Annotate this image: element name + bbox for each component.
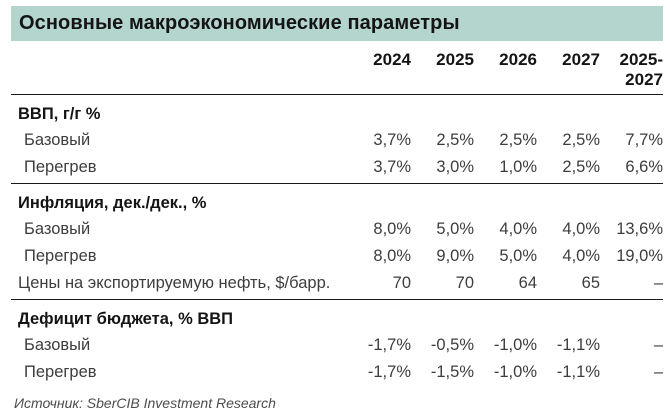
value-cell: -1,5% xyxy=(430,363,474,382)
row-label: Перегрев xyxy=(11,154,348,184)
figure-title-bar xyxy=(11,6,663,41)
col-header-2025-2027: 2025-2027 xyxy=(600,41,663,95)
inflation-overheat-row xyxy=(11,243,663,270)
value-cell: 3,7% xyxy=(373,131,411,150)
value-cell: 4,0% xyxy=(562,247,600,266)
section-header-gdp xyxy=(11,95,663,128)
year-header-row xyxy=(11,41,663,95)
value-cell: 8,0% xyxy=(373,220,411,239)
source-note: Источник: SberCIB Investment Research xyxy=(14,395,276,412)
value-cell: -0,5% xyxy=(430,336,474,355)
row-label: Базовый xyxy=(24,220,91,239)
value-cell: 2,5% xyxy=(537,154,600,184)
value-cell: 6,6% xyxy=(600,154,663,184)
gdp-overheat-row xyxy=(11,154,663,184)
value-cell: – xyxy=(653,336,663,355)
section-label: Дефицит бюджета, % ВВП xyxy=(18,310,234,329)
gdp-base-row xyxy=(11,127,663,154)
value-cell: 70 xyxy=(411,270,474,300)
row-label: Цены на экспортируемую нефть, $/барр. xyxy=(11,270,348,300)
oil-price-row xyxy=(11,270,663,300)
inflation-base-row xyxy=(11,216,663,243)
deficit-overheat-row xyxy=(11,359,663,386)
value-cell: -1,7% xyxy=(367,363,411,382)
col-header-2026: 2026 xyxy=(474,41,537,95)
section-header-deficit xyxy=(11,300,663,333)
value-cell: 13,6% xyxy=(616,220,663,239)
value-cell: 64 xyxy=(474,270,537,300)
row-label: Базовый xyxy=(24,336,91,355)
value-cell: -1,7% xyxy=(367,336,411,355)
value-cell: 2,5% xyxy=(562,131,600,150)
value-cell: 9,0% xyxy=(436,247,474,266)
value-cell: 2,5% xyxy=(436,131,474,150)
section-label: ВВП, г/г % xyxy=(18,105,101,124)
section-label: Инфляция, дек./дек., % xyxy=(18,194,207,213)
value-cell: – xyxy=(600,270,663,300)
value-cell: -1,0% xyxy=(493,363,537,382)
value-cell: 3,0% xyxy=(411,154,474,184)
value-cell: 4,0% xyxy=(562,220,600,239)
value-cell: -1,1% xyxy=(556,336,600,355)
value-cell: 2,5% xyxy=(499,131,537,150)
figure-title: Основные макроэкономические параметры xyxy=(19,12,460,34)
value-cell: -1,1% xyxy=(556,363,600,382)
col-header-2024: 2024 xyxy=(348,41,411,95)
value-cell: 4,0% xyxy=(499,220,537,239)
section-header-inflation xyxy=(11,184,663,217)
row-label: Перегрев xyxy=(24,247,97,266)
value-cell: 7,7% xyxy=(625,131,663,150)
col-header-2027: 2027 xyxy=(537,41,600,95)
deficit-base-row xyxy=(11,332,663,359)
value-cell: -1,0% xyxy=(493,336,537,355)
row-label: Перегрев xyxy=(24,363,97,382)
value-cell: 5,0% xyxy=(499,247,537,266)
value-cell: 19,0% xyxy=(616,247,663,266)
value-cell: 5,0% xyxy=(436,220,474,239)
value-cell: 8,0% xyxy=(373,247,411,266)
col-header-2025: 2025 xyxy=(411,41,474,95)
row-label: Базовый xyxy=(24,131,91,150)
value-cell: 65 xyxy=(537,270,600,300)
value-cell: 1,0% xyxy=(474,154,537,184)
macro-parameters-table xyxy=(11,41,663,386)
value-cell: 3,7% xyxy=(348,154,411,184)
empty-corner-cell xyxy=(11,41,348,95)
value-cell: – xyxy=(653,363,663,382)
value-cell: 70 xyxy=(348,270,411,300)
